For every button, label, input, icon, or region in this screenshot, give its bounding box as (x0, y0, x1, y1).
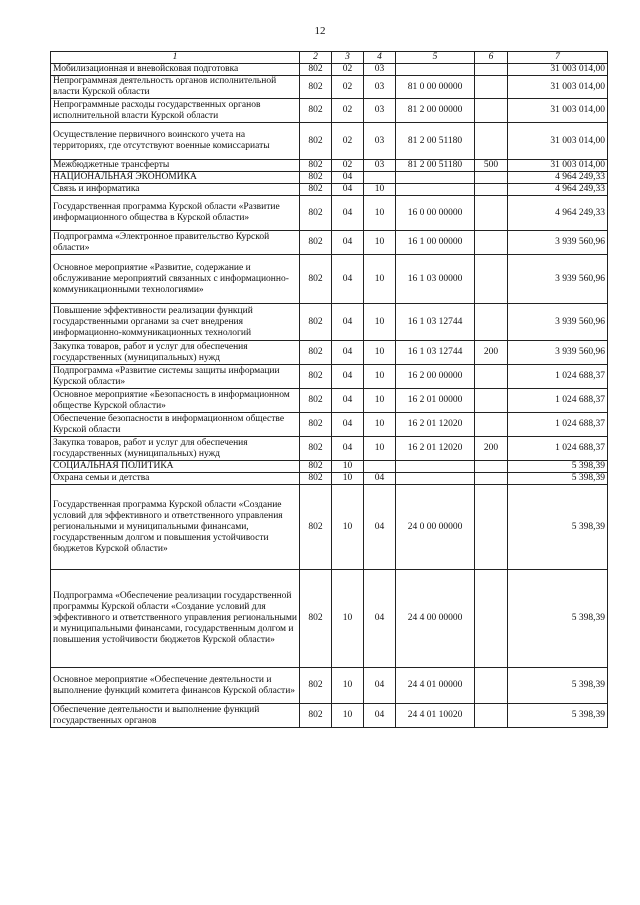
table-row (51, 668, 608, 704)
row-name: Основное мероприятие «Развитие, содержание и обслуживание мероприятий связанных с информационно-коммуникационными технологиями» (51, 255, 300, 304)
row-amount: 31 003 014,00 (508, 76, 608, 99)
row-section: 04 (332, 184, 364, 196)
header-col-expense-type: 6 (475, 52, 508, 64)
row-subsection: 04 (364, 485, 396, 570)
header-col-amount: 7 (508, 52, 608, 64)
row-target-article: 16 1 03 12744 (396, 341, 475, 365)
row-code: 802 (300, 231, 332, 255)
row-section: 02 (332, 99, 364, 123)
row-name: Подпрограмма «Обеспечение реализации государственной программы Курской области «Создание условий для эффективного и ответственного управления региональными и муниципальными финансами, государственным долгом и повышения устойчивости бюджетов Курской области» (51, 570, 300, 668)
row-name: Повышение эффективности реализации функций государственными органами за счет внедрения информационно-коммуникационных технологий (51, 304, 300, 341)
row-expense-type (475, 413, 508, 437)
row-amount: 3 939 560,96 (508, 255, 608, 304)
row-target-article: 24 4 01 10020 (396, 704, 475, 728)
row-code: 802 (300, 570, 332, 668)
row-name: Непрограммная деятельность органов исполнительной власти Курской области (51, 76, 300, 99)
row-expense-type: 500 (475, 160, 508, 172)
row-expense-type (475, 231, 508, 255)
row-section: 02 (332, 160, 364, 172)
row-code: 802 (300, 365, 332, 389)
row-subsection: 10 (364, 389, 396, 413)
row-code: 802 (300, 160, 332, 172)
row-target-article (396, 461, 475, 473)
row-section: 04 (332, 231, 364, 255)
row-code: 802 (300, 123, 332, 160)
header-col-section: 3 (332, 52, 364, 64)
row-name: Непрограммные расходы государственных органов исполнительной власти Курской области (51, 99, 300, 123)
row-code: 802 (300, 413, 332, 437)
row-subsection (364, 172, 396, 184)
row-expense-type (475, 99, 508, 123)
row-name: Межбюджетные трансферты (51, 160, 300, 172)
row-amount: 1 024 688,37 (508, 437, 608, 461)
row-code: 802 (300, 64, 332, 76)
row-target-article: 16 1 03 12744 (396, 304, 475, 341)
row-section: 04 (332, 341, 364, 365)
row-name: Мобилизационная и вневойсковая подготовка (51, 64, 300, 76)
table-row (51, 437, 608, 461)
table-row (51, 76, 608, 99)
row-name: Подпрограмма «Электронное правительство Курской области» (51, 231, 300, 255)
row-subsection (364, 461, 396, 473)
row-section: 04 (332, 365, 364, 389)
page-number: 12 (314, 25, 326, 37)
row-target-article: 16 2 01 12020 (396, 437, 475, 461)
row-expense-type (475, 704, 508, 728)
row-amount: 31 003 014,00 (508, 160, 608, 172)
row-section: 04 (332, 304, 364, 341)
row-amount: 31 003 014,00 (508, 99, 608, 123)
table-row (51, 255, 608, 304)
table-row (51, 461, 608, 473)
row-code: 802 (300, 184, 332, 196)
row-subsection: 10 (364, 437, 396, 461)
row-name: Основное мероприятие «Обеспечение деятельности и выполнение функций комитета финансов Курской области» (51, 668, 300, 704)
row-subsection: 03 (364, 160, 396, 172)
budget-table (50, 51, 608, 728)
row-target-article (396, 172, 475, 184)
row-section: 04 (332, 413, 364, 437)
row-target-article: 24 4 00 00000 (396, 570, 475, 668)
row-target-article: 16 2 00 00000 (396, 365, 475, 389)
row-target-article: 24 0 00 00000 (396, 485, 475, 570)
row-section: 10 (332, 668, 364, 704)
row-subsection: 04 (364, 668, 396, 704)
table-body (51, 64, 608, 728)
row-target-article: 81 2 00 51180 (396, 160, 475, 172)
row-name: Закупка товаров, работ и услуг для обеспечения государственных (муниципальных) нужд (51, 341, 300, 365)
row-amount: 1 024 688,37 (508, 365, 608, 389)
row-name: Подпрограмма «Развитие системы защиты информации Курской области» (51, 365, 300, 389)
row-section: 04 (332, 437, 364, 461)
row-name: СОЦИАЛЬНАЯ ПОЛИТИКА (51, 461, 300, 473)
row-amount: 5 398,39 (508, 668, 608, 704)
header-col-target-article: 5 (396, 52, 475, 64)
row-amount: 3 939 560,96 (508, 304, 608, 341)
row-section: 10 (332, 485, 364, 570)
table-row (51, 389, 608, 413)
row-section: 10 (332, 473, 364, 485)
row-section: 02 (332, 76, 364, 99)
row-expense-type (475, 461, 508, 473)
row-expense-type (475, 304, 508, 341)
row-section: 10 (332, 461, 364, 473)
row-expense-type: 200 (475, 437, 508, 461)
row-amount: 5 398,39 (508, 704, 608, 728)
row-expense-type (475, 255, 508, 304)
row-name: Связь и информатика (51, 184, 300, 196)
row-amount: 1 024 688,37 (508, 413, 608, 437)
row-name: Охрана семьи и детства (51, 473, 300, 485)
row-code: 802 (300, 473, 332, 485)
row-code: 802 (300, 76, 332, 99)
row-code: 802 (300, 389, 332, 413)
row-amount: 3 939 560,96 (508, 231, 608, 255)
row-subsection: 10 (364, 196, 396, 231)
row-section: 04 (332, 196, 364, 231)
row-target-article: 16 0 00 00000 (396, 196, 475, 231)
row-code: 802 (300, 668, 332, 704)
row-section: 10 (332, 570, 364, 668)
row-name: Государственная программа Курской области «Развитие информационного общества в Курской области» (51, 196, 300, 231)
table-row (51, 304, 608, 341)
header-col-code: 2 (300, 52, 332, 64)
row-name: Обеспечение деятельности и выполнение функций государственных органов (51, 704, 300, 728)
row-code: 802 (300, 99, 332, 123)
row-subsection: 10 (364, 365, 396, 389)
row-amount: 4 964 249,33 (508, 172, 608, 184)
table-row (51, 123, 608, 160)
row-expense-type (475, 123, 508, 160)
row-name: Основное мероприятие «Безопасность в информационном обществе Курской области» (51, 389, 300, 413)
row-target-article: 16 1 00 00000 (396, 231, 475, 255)
row-name: НАЦИОНАЛЬНАЯ ЭКОНОМИКА (51, 172, 300, 184)
row-subsection: 03 (364, 123, 396, 160)
row-amount: 4 964 249,33 (508, 196, 608, 231)
row-name: Государственная программа Курской области «Создание условий для эффективного и ответственного управления региональными и муниципальными финансами, государственным долгом и повышения устойчивости бюджетов Курской области» (51, 485, 300, 570)
row-code: 802 (300, 341, 332, 365)
row-subsection: 10 (364, 231, 396, 255)
header-col-name: 1 (51, 52, 300, 64)
table-row (51, 485, 608, 570)
row-code: 802 (300, 255, 332, 304)
row-target-article: 16 2 01 00000 (396, 389, 475, 413)
row-expense-type (475, 184, 508, 196)
table-row (51, 172, 608, 184)
row-amount: 31 003 014,00 (508, 64, 608, 76)
row-target-article (396, 64, 475, 76)
row-subsection: 10 (364, 304, 396, 341)
row-expense-type (475, 389, 508, 413)
row-expense-type (475, 172, 508, 184)
row-target-article: 24 4 01 00000 (396, 668, 475, 704)
header-col-subsection: 4 (364, 52, 396, 64)
row-subsection: 10 (364, 255, 396, 304)
row-subsection: 03 (364, 64, 396, 76)
row-amount: 31 003 014,00 (508, 123, 608, 160)
row-amount: 5 398,39 (508, 461, 608, 473)
row-subsection: 10 (364, 341, 396, 365)
row-code: 802 (300, 485, 332, 570)
row-expense-type (475, 668, 508, 704)
row-amount: 5 398,39 (508, 570, 608, 668)
row-section: 10 (332, 704, 364, 728)
row-name: Осуществление первичного воинского учета на территориях, где отсутствуют военные комиссариаты (51, 123, 300, 160)
row-expense-type (475, 485, 508, 570)
row-target-article: 16 2 01 12020 (396, 413, 475, 437)
row-code: 802 (300, 172, 332, 184)
row-expense-type (475, 76, 508, 99)
row-subsection: 10 (364, 184, 396, 196)
row-code: 802 (300, 437, 332, 461)
row-subsection: 04 (364, 704, 396, 728)
table-row (51, 473, 608, 485)
row-target-article: 81 2 00 51180 (396, 123, 475, 160)
row-code: 802 (300, 461, 332, 473)
row-name: Обеспечение безопасности в информационном обществе Курской области (51, 413, 300, 437)
row-expense-type: 200 (475, 341, 508, 365)
table-row (51, 231, 608, 255)
row-expense-type (475, 570, 508, 668)
row-subsection: 04 (364, 473, 396, 485)
row-subsection: 03 (364, 76, 396, 99)
row-amount: 5 398,39 (508, 473, 608, 485)
row-code: 802 (300, 704, 332, 728)
row-expense-type (475, 64, 508, 76)
row-expense-type (475, 473, 508, 485)
table-row (51, 160, 608, 172)
table-row (51, 413, 608, 437)
table-row (51, 570, 608, 668)
row-target-article: 81 2 00 00000 (396, 99, 475, 123)
row-section: 04 (332, 172, 364, 184)
row-section: 02 (332, 64, 364, 76)
table-row (51, 704, 608, 728)
row-expense-type (475, 365, 508, 389)
table-row (51, 196, 608, 231)
row-amount: 3 939 560,96 (508, 341, 608, 365)
row-subsection: 04 (364, 570, 396, 668)
row-amount: 4 964 249,33 (508, 184, 608, 196)
row-name: Закупка товаров, работ и услуг для обеспечения государственных (муниципальных) нужд (51, 437, 300, 461)
row-amount: 1 024 688,37 (508, 389, 608, 413)
row-code: 802 (300, 196, 332, 231)
row-target-article (396, 473, 475, 485)
row-section: 04 (332, 255, 364, 304)
table-row (51, 341, 608, 365)
row-expense-type (475, 196, 508, 231)
table-row (51, 365, 608, 389)
header-row (51, 52, 608, 64)
row-section: 02 (332, 123, 364, 160)
table-row (51, 64, 608, 76)
row-target-article: 81 0 00 00000 (396, 76, 475, 99)
row-amount: 5 398,39 (508, 485, 608, 570)
row-subsection: 03 (364, 99, 396, 123)
table-row (51, 99, 608, 123)
row-subsection: 10 (364, 413, 396, 437)
table-row (51, 184, 608, 196)
row-target-article: 16 1 03 00000 (396, 255, 475, 304)
row-code: 802 (300, 304, 332, 341)
row-target-article (396, 184, 475, 196)
row-section: 04 (332, 389, 364, 413)
